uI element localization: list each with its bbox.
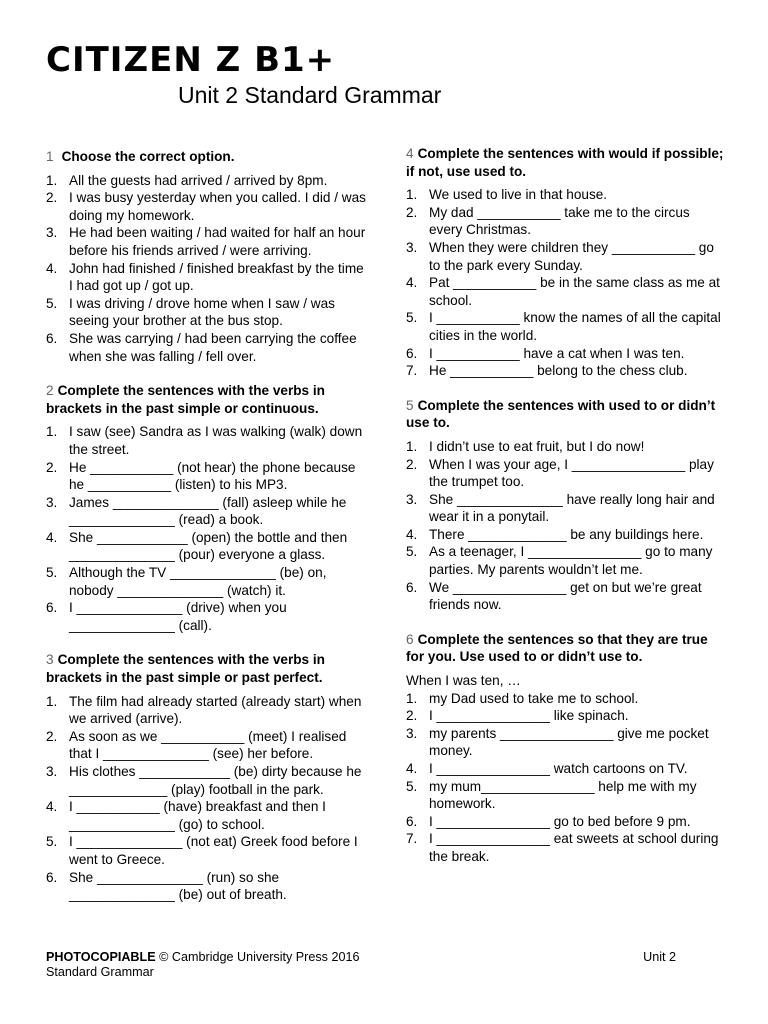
item-text: I _______________ eat sweets at school during the break. <box>429 831 719 864</box>
exercise-item <box>406 778 726 813</box>
item-text: I _______________ watch cartoons on TV. <box>429 761 688 776</box>
item-number: 2. <box>46 459 58 475</box>
exercise-item <box>46 763 366 798</box>
item-text: As soon as we ___________ (meet) I realised that I ______________ (see) her before. <box>69 728 347 762</box>
item-text: She ______________ (run) so she ______________ (be) out of breath. <box>69 869 287 903</box>
item-number: 4. <box>46 529 58 545</box>
exercise-list <box>406 186 726 380</box>
exercise-item <box>46 728 366 763</box>
exercise-item <box>406 274 726 309</box>
item-text: I was driving / drove home when I saw / was seeing your brother at the bus stop. <box>69 295 335 329</box>
item-text: When I was your age, I _______________ play the trumpet too. <box>429 456 714 490</box>
section-instruction <box>46 651 366 686</box>
item-number: 6. <box>46 600 58 616</box>
item-number: 3. <box>406 239 418 255</box>
exercise-item <box>46 869 366 904</box>
section-number: 6 <box>406 631 414 647</box>
item-number: 2. <box>46 190 58 206</box>
item-text: We used to live in that house. <box>429 187 608 203</box>
exercise-item <box>406 526 726 544</box>
item-number: 7. <box>406 831 418 847</box>
item-text: She ____________ (open) the bottle and then ______________ (pour) everyone a glass. <box>69 529 348 563</box>
exercise-item <box>46 224 366 259</box>
exercise-item <box>406 543 726 578</box>
section-instruction <box>46 148 366 166</box>
item-number: 3. <box>46 494 58 510</box>
item-text: I _______________ like spinach. <box>429 708 629 724</box>
item-text: He had been waiting / had waited for half an hour before his friends arrived / were arriving. <box>69 225 366 258</box>
exercise-item <box>46 564 366 599</box>
instruction-text: Choose the correct option. <box>61 149 235 164</box>
item-text: As a teenager, I _______________ go to many parties. My parents wouldn’t let me. <box>429 544 713 578</box>
exercise-item <box>46 599 366 634</box>
exercise-list <box>406 438 726 614</box>
exercise-item <box>46 798 366 833</box>
item-number: 6. <box>46 330 58 346</box>
section-number: 4 <box>406 146 414 161</box>
exercise-item <box>46 494 366 529</box>
item-number: 6. <box>46 869 58 885</box>
item-text: John had finished / finished breakfast by the time I had got up / got up. <box>69 260 364 294</box>
section-number: 2 <box>46 383 54 399</box>
item-text: my Dad used to take me to school. <box>429 690 639 706</box>
exercise-item <box>46 423 366 458</box>
instruction-text: Complete the sentences with the verbs in brackets in the past simple or continuous. <box>46 383 325 416</box>
item-number: 2. <box>406 456 418 472</box>
item-text: I ______________ (drive) when you ______________ (call). <box>69 600 287 633</box>
item-number: 5. <box>46 565 58 581</box>
exercise-item <box>406 707 726 725</box>
exercise-item <box>406 456 726 491</box>
item-number: 1. <box>46 693 58 709</box>
item-text: my mum_______________ help me with my homework. <box>429 778 697 812</box>
item-number: 6. <box>406 813 418 829</box>
section-number: 3 <box>46 652 54 668</box>
exercise-item <box>46 330 366 365</box>
item-number: 4. <box>406 761 418 776</box>
exercise-item <box>406 438 726 456</box>
copyright-text: © Cambridge University Press 2016 <box>159 950 360 964</box>
instruction-text: Complete the sentences with used to or didn’t use to. <box>406 397 716 431</box>
item-number: 5. <box>406 544 418 560</box>
exercise-list <box>46 423 366 634</box>
item-number: 4. <box>406 526 418 542</box>
item-text: I ___________ (have) breakfast and then I ______________ (go) to school. <box>69 799 326 832</box>
item-number: 3. <box>46 225 58 241</box>
item-number: 4. <box>406 275 418 291</box>
item-number: 4. <box>46 260 58 276</box>
item-number: 1. <box>46 424 58 440</box>
section-instruction <box>406 631 726 666</box>
exercise-list <box>46 172 366 366</box>
item-number: 1. <box>46 172 58 188</box>
item-text: His clothes ____________ (be) dirty because he _____________ (play) football in the park. <box>69 764 362 797</box>
item-text: James ______________ (fall) asleep while he ______________ (read) a book. <box>69 494 347 528</box>
item-text: Pat ___________ be in the same class as me at school. <box>429 275 720 308</box>
exercise-item <box>406 760 726 778</box>
item-number: 3. <box>46 764 58 779</box>
item-text: He ___________ belong to the chess club. <box>429 363 688 379</box>
item-text: The film had already started (already start) when we arrived (arrive). <box>69 693 362 727</box>
item-number: 3. <box>406 491 418 507</box>
item-number: 4. <box>46 799 58 815</box>
item-number: 6. <box>406 345 418 361</box>
item-number: 1. <box>406 187 418 203</box>
item-text: There _____________ be any buildings here. <box>429 526 704 542</box>
brand-title: CITIZEN Z B1+ <box>46 40 336 80</box>
section-4 <box>406 145 726 380</box>
instruction-text: Complete the sentences so that they are true for you. Use used to or didn’t use to. <box>406 631 708 665</box>
exercise-item <box>406 204 726 239</box>
exercise-item <box>46 693 366 728</box>
exercise-item <box>406 345 726 363</box>
item-number: 1. <box>406 690 418 706</box>
exercise-item <box>406 579 726 614</box>
exercise-list <box>46 693 366 904</box>
exercise-item <box>46 529 366 564</box>
item-number: 7. <box>406 363 418 379</box>
item-text: She was carrying / had been carrying the coffee when she was falling / fell over. <box>69 330 357 364</box>
section-6 <box>406 631 726 866</box>
item-number: 2. <box>46 728 58 744</box>
footer-line2: Standard Grammar <box>46 965 154 979</box>
item-text: I was busy yesterday when you called. I did / was doing my homework. <box>69 190 366 223</box>
item-text: All the guests had arrived / arrived by 8pm. <box>69 172 328 188</box>
exercise-item <box>46 459 366 494</box>
item-text: I didn’t use to eat fruit, but I do now! <box>429 438 645 454</box>
item-text: my parents _______________ give me pocket money. <box>429 725 709 759</box>
item-text: I saw (see) Sandra as I was walking (walk) down the street. <box>69 424 363 457</box>
photocopiable-label: PHOTOCOPIABLE <box>46 950 156 964</box>
section-1 <box>46 148 366 365</box>
exercise-item <box>406 491 726 526</box>
item-text: We _______________ get on but we’re great friends now. <box>429 579 702 613</box>
exercise-list <box>406 690 726 866</box>
instruction-text: Complete the sentences with the verbs in brackets in the past simple or past perfect. <box>46 652 325 686</box>
exercise-item <box>46 295 366 330</box>
item-text: When they were children they ___________ go to the park every Sunday. <box>429 239 714 273</box>
exercise-item <box>46 189 366 224</box>
section-instruction <box>46 382 366 417</box>
item-number: 5. <box>46 295 58 311</box>
item-text: I ______________ (not eat) Greek food before I went to Greece. <box>69 834 358 867</box>
item-text: I _______________ go to bed before 9 pm. <box>429 813 691 829</box>
item-text: She ______________ have really long hair and wear it in a ponytail. <box>429 491 715 525</box>
section-number: 1 <box>46 149 54 164</box>
exercise-item <box>406 830 726 865</box>
exercise-item <box>406 186 726 204</box>
exercise-item <box>406 239 726 274</box>
exercise-item <box>46 833 366 868</box>
footer-unit: Unit 2 <box>643 950 676 964</box>
exercise-item <box>406 309 726 344</box>
section-2 <box>46 382 366 634</box>
section-instruction <box>406 397 726 432</box>
page-subtitle: Unit 2 Standard Grammar <box>178 82 442 108</box>
section-intro: When I was ten, … <box>406 673 521 689</box>
item-number: 1. <box>406 438 418 454</box>
item-text: I ___________ have a cat when I was ten. <box>429 345 685 361</box>
instruction-text: Complete the sentences with would if possible; if not, use used to. <box>406 146 724 179</box>
section-5 <box>406 397 726 614</box>
item-number: 5. <box>406 778 418 794</box>
right-column <box>406 145 726 883</box>
section-3 <box>46 651 366 903</box>
item-number: 6. <box>406 579 418 595</box>
section-instruction <box>406 145 726 180</box>
item-text: I ___________ know the names of all the capital cities in the world. <box>429 310 721 343</box>
item-text: My dad ___________ take me to the circus every Christmas. <box>429 204 690 238</box>
section-number: 5 <box>406 397 414 413</box>
exercise-item <box>46 172 366 190</box>
page-footer <box>46 950 686 980</box>
left-column <box>46 148 366 921</box>
item-number: 2. <box>406 708 418 724</box>
exercise-item <box>46 260 366 295</box>
exercise-item <box>406 362 726 380</box>
exercise-item <box>406 725 726 760</box>
item-text: Although the TV ______________ (be) on, nobody ______________ (watch) it. <box>69 565 327 598</box>
item-text: He ___________ (not hear) the phone because he ___________ (listen) to his MP3. <box>69 459 356 493</box>
item-number: 3. <box>406 725 418 741</box>
exercise-item <box>406 813 726 831</box>
item-number: 5. <box>406 310 418 326</box>
exercise-item <box>406 690 726 708</box>
item-number: 2. <box>406 204 418 220</box>
item-number: 5. <box>46 834 58 850</box>
